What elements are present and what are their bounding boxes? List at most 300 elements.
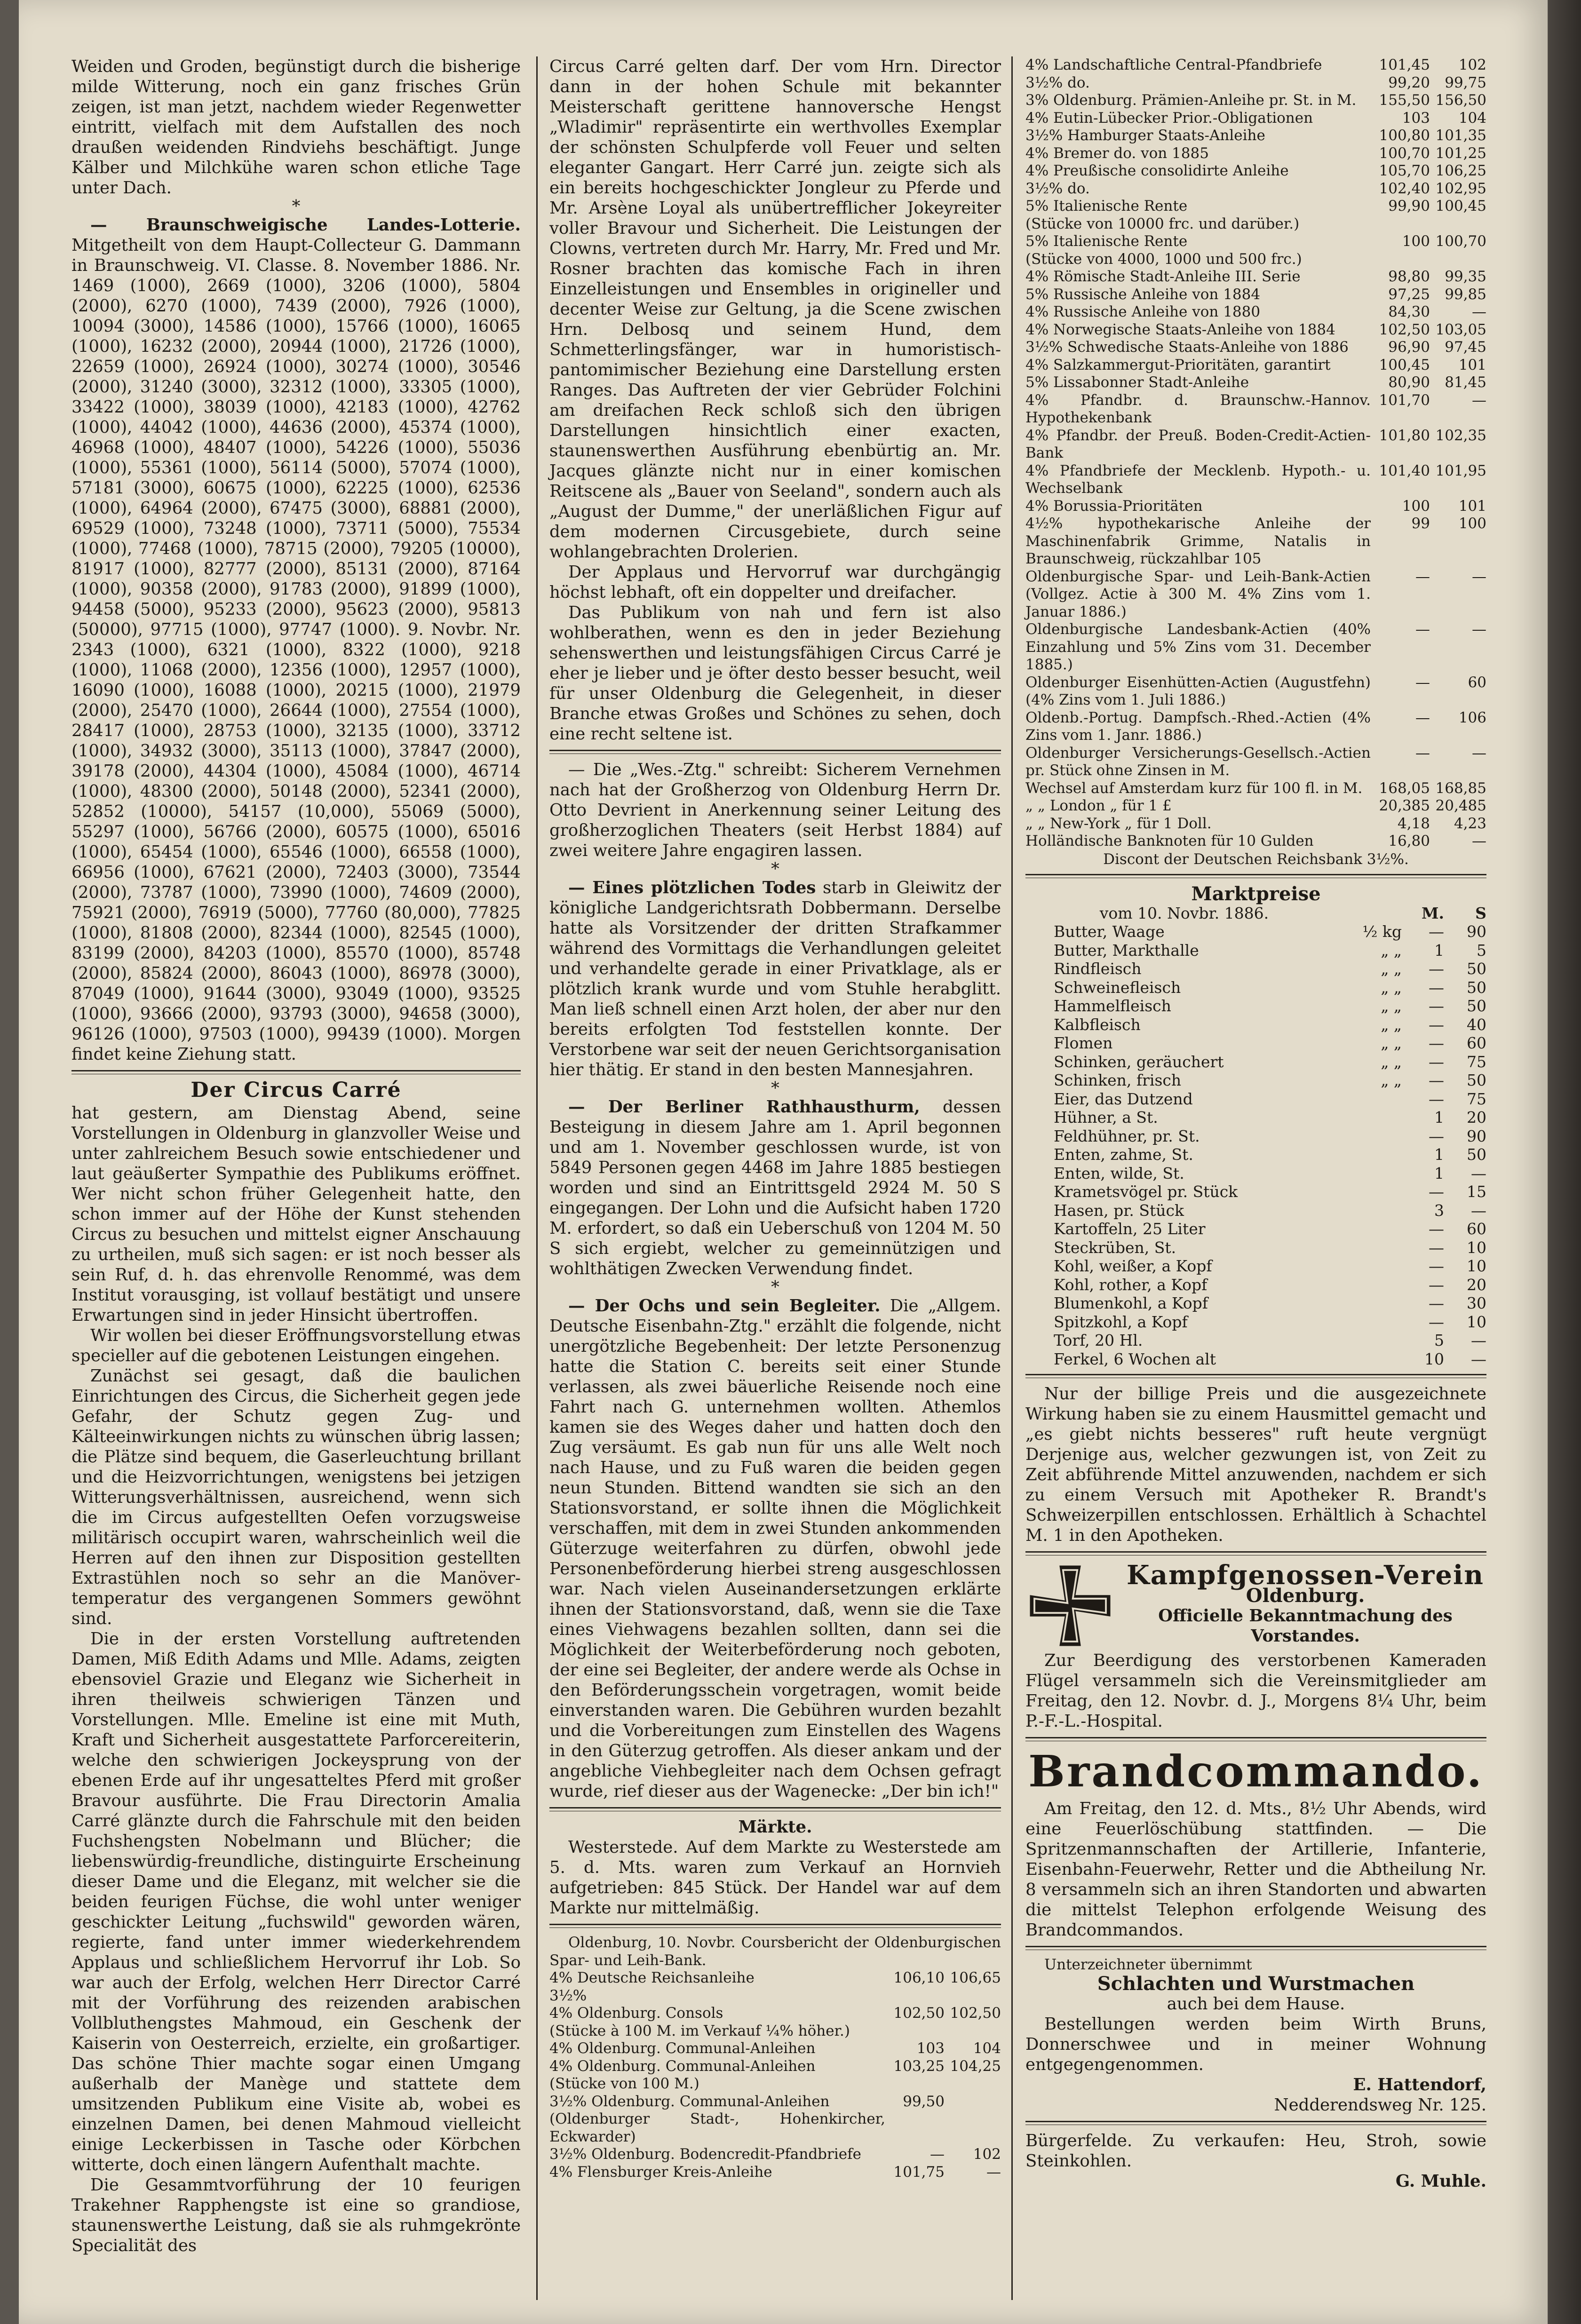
market-unit: ½ kg bbox=[1362, 922, 1402, 941]
market-row bbox=[1025, 1108, 1486, 1127]
divider bbox=[1025, 1737, 1486, 1741]
market-mark: 5 bbox=[1434, 1331, 1444, 1349]
table-cell-label: 5% Lissabonner Stadt-Anleihe bbox=[1025, 374, 1249, 391]
separator-star: * bbox=[771, 1277, 779, 1297]
ochs-text: Die „Allgem. Deutsche Eisenbahn-Ztg." erzählt die folgende, nicht unergötzliche Begebenheit: Der letzte Personenzug hatte die Station C. bereits seit einer Stunde verlassen, als zwei bäuerliche Reisende noch eine Fahrt nach G. unternehmen wollten. Athemlos kamen sie des Weges daher und hatten doch den Zug versäumt. Es gab nun für uns alle Welt noch nach Hause, und zu Fuß waren die beiden gegen neun Stunden. Bittend wandten sie sich an den Stationsvorstand, er sollte ihnen die Möglichkeit verschaffen, mit dem in zwei Stunden ankommenden Güterzuge weiterfahren zu dürfen, obwohl jede Personenbeförderung hierbei streng ausgeschlossen war. Nach vielen Auseinandersetzungen erklärte ihnen der Stationsvorstand, daß, wenn sie die Taxe eines Viehwagens bezahlen sollten, dann sei die Möglichkeit der Weiterbeförderung noch geboten, der eine sei Begleiter, der andere werde als Ochse in den Beförderungsschein vorgetragen, womit beide einverstanden waren. Die Gebühren wurden bezahlt und die Vorbereitungen zum Einstellen des Wagens in den Güterzug getroffen. Als dieser ankam und der angebliche Viehbegleiter nach dem Ochsen gefragt wurde, rief dieser aus der Wagenecke: „Der bin ich!" bbox=[549, 1296, 1001, 1801]
iron-cross-icon bbox=[1025, 1561, 1115, 1650]
table-cell-value: — bbox=[1472, 568, 1486, 585]
table-row bbox=[1025, 321, 1486, 339]
divider bbox=[549, 1807, 1001, 1811]
market-item: Krametsvögel pr. Stück bbox=[1054, 1182, 1238, 1201]
market-mark: 1 bbox=[1434, 1164, 1444, 1182]
market-pfennig: 50 bbox=[1467, 1071, 1486, 1089]
unit-pfennig: S bbox=[1475, 904, 1486, 922]
table-cell-value bbox=[888, 2110, 945, 2146]
table-row bbox=[549, 2164, 1001, 2181]
separator-star: * bbox=[771, 1079, 779, 1098]
table-cell-value bbox=[888, 2023, 945, 2040]
table-row bbox=[1025, 357, 1486, 374]
market-pfennig: 90 bbox=[1467, 922, 1486, 941]
circus-paragraph: Die Gesammtvorführung der 10 feurigen Trakehner Rapphengste ist eine so grandiose, staunenswerthe Leistung, daß sie als ruhmgekrönte Specialität des bbox=[72, 2175, 521, 2255]
table-cell-label: 4% Pfandbr. der Preuß. Boden-Credit-Actien-Bank bbox=[1025, 427, 1371, 461]
table-cell-label: (Stücke von 100 M.) bbox=[549, 2075, 699, 2092]
market-item: Hammelfleisch bbox=[1054, 997, 1171, 1015]
table-cell-label: 3½% Schwedische Staats-Anleihe von 1886 bbox=[1025, 339, 1349, 356]
separator-star: * bbox=[292, 197, 301, 216]
market-unit bbox=[1343, 1145, 1402, 1164]
table-cell-label: (Oldenburger Stadt-, Hohenkircher, Eckwarder) bbox=[549, 2110, 885, 2145]
market-pfennig: 40 bbox=[1467, 1015, 1486, 1034]
market-item: Hasen, pr. Stück bbox=[1054, 1201, 1184, 1220]
table-cell-value: 106,25 bbox=[1435, 162, 1486, 179]
table-cell-value: 103 bbox=[1402, 109, 1430, 127]
market-unit bbox=[1343, 1313, 1402, 1332]
table-cell-label: 3½% Oldenburg. Communal-Anleihen bbox=[549, 2093, 830, 2110]
table-cell-value: 102 bbox=[973, 2146, 1001, 2163]
table-cell-value: 96,90 bbox=[1388, 339, 1430, 356]
market-unit bbox=[1343, 1164, 1402, 1183]
table-row bbox=[1025, 215, 1486, 233]
market-row bbox=[1025, 1350, 1486, 1369]
death-title: — Eines plötzlichen Todes bbox=[568, 878, 816, 897]
table-cell-value: 99,20 bbox=[1388, 74, 1430, 91]
table-row bbox=[1025, 621, 1486, 674]
table-row bbox=[549, 2075, 1001, 2093]
table-cell-value: 155,50 bbox=[1379, 92, 1430, 109]
table-cell-value: 16,80 bbox=[1388, 833, 1430, 849]
market-item: Rindfleisch bbox=[1054, 960, 1142, 978]
market-item: Steckrüben, St. bbox=[1054, 1238, 1176, 1257]
circus-paragraph: Der Applaus und Hervorruf war durchgängig höchst lebhaft, oft ein doppelter und dreifacher. bbox=[549, 563, 1001, 602]
lottery-title: — Braunschweigische Landes-Lotterie. bbox=[90, 215, 521, 235]
table-row bbox=[1025, 427, 1486, 462]
market-item: Butter, Waage bbox=[1054, 922, 1165, 941]
table-cell-value: 103 bbox=[916, 2040, 945, 2057]
market-row bbox=[1025, 1294, 1486, 1313]
market-unit bbox=[1343, 1201, 1402, 1220]
table-cell-value: 99,35 bbox=[1445, 268, 1486, 285]
market-unit: „ „ bbox=[1381, 1015, 1402, 1034]
table-cell-value: 102,50 bbox=[950, 2005, 1001, 2022]
table-row bbox=[1025, 339, 1486, 357]
table-row bbox=[549, 1969, 1001, 1987]
table-cell-value: 4,18 bbox=[1397, 815, 1430, 832]
page-edge bbox=[1548, 0, 1581, 2324]
table-row bbox=[1025, 392, 1486, 427]
divider bbox=[1025, 1946, 1486, 1950]
market-row bbox=[1025, 1053, 1486, 1071]
column-3 bbox=[1025, 56, 1486, 2305]
unit-mark: M. bbox=[1421, 904, 1444, 922]
table-cell-value: 100,70 bbox=[1435, 233, 1486, 250]
table-cell-label: 4% Flensburger Kreis-Anleihe bbox=[549, 2163, 772, 2181]
table-row bbox=[1025, 374, 1486, 392]
table-cell-value: 81,45 bbox=[1445, 374, 1486, 391]
market-row bbox=[1025, 1220, 1486, 1238]
table-cell-value: 98,80 bbox=[1388, 268, 1430, 285]
table-cell-value: 97,45 bbox=[1445, 339, 1486, 356]
table-cell-label: 4% Pfandbriefe der Mecklenb. Hypoth.- u. Wechselbank bbox=[1025, 462, 1371, 497]
table-cell-value: 103,05 bbox=[1435, 321, 1486, 338]
table-cell-value: — bbox=[1415, 621, 1430, 638]
table-cell-label: Oldenb.-Portug. Dampfsch.-Rhed.-Actien (4% Zins vom 1. Janr. 1886.) bbox=[1025, 709, 1371, 744]
market-item: Kalbfleisch bbox=[1054, 1015, 1141, 1034]
table-cell-value: — bbox=[1472, 744, 1486, 761]
kampf-subtitle: Officielle Bekanntmachung des Vorstandes. bbox=[1158, 1606, 1453, 1646]
table-cell-value: 106,10 bbox=[893, 1969, 945, 1986]
table-cell-value: 102,40 bbox=[1379, 180, 1430, 197]
table-cell-value: 80,90 bbox=[1388, 374, 1430, 391]
market-item: Hühner, a St. bbox=[1054, 1108, 1158, 1126]
table-cell-label: 5% Russische Anleihe von 1884 bbox=[1025, 286, 1261, 303]
column-rule bbox=[1011, 56, 1013, 2300]
market-row bbox=[1025, 1090, 1486, 1109]
rathaus-text: dessen Besteigung in diesem Jahre am 1. April begonnen und am 1. November geschlossen wurde, ist von 5849 Personen gegen 4468 im Jahre 1885 bestiegen worden und sind an Eintrittsgeld 2924 M. 50 S eingegangen. Der Lohn und die Aufsicht haben 1720 M. erfordert, so daß ein Ueberschuß von 1204 M. 50 S sich ergiebt, welcher zu gemeinnützigen und wohlthätigen Zwecken Verwendung findet. bbox=[549, 1097, 1001, 1278]
table-cell-value: 102 bbox=[1458, 56, 1486, 73]
slaughter-title: Schlachten und Wurstmachen bbox=[1097, 1973, 1415, 1995]
table-row bbox=[1025, 180, 1486, 198]
market-mark: 10 bbox=[1424, 1349, 1444, 1368]
table-cell-value: 106,65 bbox=[950, 1969, 1001, 1986]
circus-paragraph: hat gestern, am Dienstag Abend, seine Vorstellungen in Oldenburg in glanzvoller Weise und unter zahlreichem Besuch sowie entschiedener und laut geäußerter Sympathie des Publikums eröffnet. Wer nicht schon früher Gelegenheit hatte, den schon immer auf der Höhe der Kunst stehenden Circus zu besuchen und mittelst eigner Anschauung zu urtheilen, muß sich sagen: er ist noch besser als sein Ruf, d. h. das ehrenvolle Renommé, was dem Institut vorausging, ist vollauf bestätigt und unsere Erwartungen sind in jeder Hinsicht übertroffen. bbox=[72, 1103, 521, 1325]
circus-paragraph: Die in der ersten Vorstellung auftretenden Damen, Miß Edith Adams und Mlle. Adams, zeigten ebensoviel Grazie und Eleganz wie Sicherheit in ihren theilweis schwierigen Tänzen und Vorstellungen. Mlle. Emeline ist eine mit Muth, Kraft und Sicherheit ausgestattete Parforcereiterin, welche den schwierigen Jockeysprung von der ebenen Erde auf ihr ungesatteltes Pferd mit großer Bravour ausführte. Die Frau Directorin Amalia Carré glänzte durch die Fahrschule mit den beiden Fuchshengsten Nobelmann und Blücher; die liebenswürdig-freundliche, distinguirte Erscheinung dieser Dame und die Eleganz, mit welcher sie die beiden feurigen Füchse, die wohl unter weniger geschickter Leitung „fuchswild" geworden wären, regierte, fand unter immer wiederkehrendem Applaus und schließlichem Hervorruf ihr Lob. So war auch der Erfolg, welchen Herr Director Carré mit der Vorführung des reizenden arabischen Vollbluthengstes Mahmoud, ein Geschenk der Kaiserin von Oesterreich, erzielte, ein großartiger. Das schöne Thier machte sogar einen Umgang außerhalb der Manège und stattete dem umsitzenden Publikum eine Visite ab, wobei es einzelnen Damen, bei denen Mahmoud vielleicht einige Leckerbissen in Tasche oder Körbchen witterte, doch einen längern Aufenthalt machte. bbox=[72, 1629, 521, 2174]
market-prices-title: Marktpreise bbox=[1191, 882, 1321, 905]
market-mark: — bbox=[1429, 1275, 1444, 1294]
slaughter-name: E. Hattendorf, bbox=[1353, 2075, 1486, 2094]
discount-rate: Discont der Deutschen Reichsbank 3½%. bbox=[1103, 850, 1409, 868]
intro-paragraph: Weiden und Groden, begünstigt durch die bisherige milde Witterung, noch ein ganz frisches Grün zeigen, ist man jetzt, nachdem wieder Regenwetter eintritt, vielfach mit dem Aufstallen des noch draußen weidenden Rindviehs beschäftigt. Junge Kälber und Milchkühe waren schon etliche Tage unter Dach. bbox=[72, 57, 521, 198]
market-mark: 1 bbox=[1434, 1145, 1444, 1164]
market-mark: — bbox=[1429, 1257, 1444, 1275]
rathaus-title: — Der Berliner Rathhausthurm, bbox=[568, 1097, 920, 1117]
table-cell-label: 5% Italienische Rente bbox=[1025, 198, 1188, 214]
market-pfennig: 50 bbox=[1467, 960, 1486, 978]
table-row bbox=[549, 2023, 1001, 2040]
table-cell-value: 100,70 bbox=[1379, 144, 1430, 162]
divider bbox=[1025, 1551, 1486, 1555]
divider bbox=[549, 1924, 1001, 1928]
market-row bbox=[1025, 978, 1486, 997]
table-cell-value: 100 bbox=[1402, 497, 1430, 515]
market-pfennig: 50 bbox=[1467, 997, 1486, 1015]
table-cell-value: 156,50 bbox=[1435, 92, 1486, 109]
table-cell-value bbox=[945, 2093, 1001, 2111]
table-cell-label: 4% Oldenburg. Communal-Anleihen bbox=[549, 2057, 816, 2075]
market-mark: — bbox=[1429, 1071, 1444, 1089]
newspaper-page bbox=[19, 0, 1548, 2324]
table-row bbox=[1025, 833, 1486, 850]
table-row bbox=[1025, 303, 1486, 321]
table-cell-label: 3½% bbox=[549, 1987, 587, 2004]
table-row bbox=[549, 2093, 1001, 2111]
table-cell-value bbox=[945, 2075, 1001, 2093]
market-unit bbox=[1343, 1276, 1402, 1294]
market-mark: — bbox=[1429, 1294, 1444, 1312]
divider bbox=[1025, 874, 1486, 878]
table-cell-label: 5% Italienische Rente bbox=[1025, 233, 1188, 250]
table-cell-value: 102,50 bbox=[893, 2005, 945, 2022]
table-cell-value bbox=[945, 2110, 1001, 2146]
table-cell-value: 105,70 bbox=[1379, 162, 1430, 179]
circus-title: Der Circus Carré bbox=[191, 1078, 402, 1102]
market-unit: „ „ bbox=[1381, 1034, 1402, 1052]
table-cell-label: 4% Preußische consolidirte Anleihe bbox=[1025, 162, 1289, 179]
table-cell-value bbox=[945, 1987, 1001, 2005]
divider bbox=[72, 1070, 521, 1074]
market-item: Kohl, rother, a Kopf bbox=[1054, 1275, 1208, 1294]
market-row bbox=[1025, 960, 1486, 978]
circus-paragraph: Das Publikum von nah und fern ist also wohlberathen, wenn es den in jeder Beziehung sehenswerthen und leistungsfähigen Circus Carré je eher je lieber und je öfter desto besser besucht, weil für unser Oldenburg die Gelegenheit, in dieser Branche etwas Großes und Schönes zu sehen, doch eine recht seltene ist. bbox=[549, 603, 1001, 744]
slaughter-text: auch bei dem Hause. bbox=[1167, 1994, 1345, 2014]
table-row bbox=[549, 2058, 1001, 2076]
market-unit: „ „ bbox=[1381, 997, 1402, 1015]
table-cell-value: 101 bbox=[1458, 497, 1486, 515]
table-cell-label: Oldenburger Eisenhütten-Actien (Augustfehn) (4% Zins vom 1. Juli 1886.) bbox=[1025, 674, 1371, 708]
table-row bbox=[1025, 198, 1486, 215]
market-pfennig: 20 bbox=[1467, 1108, 1486, 1126]
market-row bbox=[1025, 941, 1486, 960]
divider bbox=[549, 750, 1001, 754]
market-pfennig: 15 bbox=[1467, 1182, 1486, 1201]
table-cell-value: 99,75 bbox=[1445, 74, 1486, 91]
table-row bbox=[1025, 745, 1486, 780]
table-cell-value: 168,85 bbox=[1435, 779, 1486, 797]
table-cell-value: 101,35 bbox=[1435, 127, 1486, 144]
market-item: Flomen bbox=[1054, 1034, 1113, 1052]
market-mark: — bbox=[1429, 1182, 1444, 1201]
ochs-article bbox=[549, 1296, 1001, 1801]
brand-text: Am Freitag, den 12. d. Mts., 8½ Uhr Abends, wird eine Feuerlöschübung stattfinden. — Die Spritzenmannschaften der Artillerie, Infanterie, Eisenbahn-Feuerwehr, Retter und die Abtheilung Nr. 8 versammeln sich an ihren Standorten und abwarten die mittelst Telephon erfolgende Weisung des Brandcommandos. bbox=[1025, 1799, 1486, 1940]
market-pfennig: 60 bbox=[1467, 1220, 1486, 1238]
table-row bbox=[549, 2110, 1001, 2146]
table-cell-value: 100,45 bbox=[1435, 198, 1486, 214]
table-row bbox=[1025, 127, 1486, 145]
table-cell-value bbox=[1430, 215, 1486, 233]
table-cell-value: — bbox=[1415, 674, 1430, 691]
table-row bbox=[1025, 268, 1486, 286]
table-cell-label: Oldenburger Versicherungs-Gesellsch.-Actien pr. Stück ohne Zinsen in M. bbox=[1025, 744, 1371, 779]
table-cell-value: 102,50 bbox=[1379, 321, 1430, 338]
exchange-report-head: Oldenburg, 10. Novbr. Coursbericht der Oldenburgischen Spar- und Leih-Bank. bbox=[549, 1934, 1001, 1969]
table-cell-value: 100,80 bbox=[1379, 127, 1430, 144]
market-item: Kohl, weißer, a Kopf bbox=[1054, 1257, 1212, 1275]
buergerfelde-advert: Bürgerfelde. Zu verkaufen: Heu, Stroh, sowie Steinkohlen. bbox=[1025, 2131, 1486, 2171]
table-cell-value: 101,40 bbox=[1379, 462, 1430, 479]
market-row bbox=[1025, 1238, 1486, 1257]
table-cell-label: 3½% Hamburger Staats-Anleihe bbox=[1025, 127, 1265, 144]
market-unit: „ „ bbox=[1381, 1071, 1402, 1089]
brand-title: Brandcommando. bbox=[1028, 1746, 1484, 1797]
table-cell-label: (Stücke von 4000, 1000 und 500 frc.) bbox=[1025, 250, 1302, 268]
table-row bbox=[1025, 56, 1486, 74]
market-pfennig: 50 bbox=[1467, 1145, 1486, 1164]
market-date: vom 10. Novbr. 1886. bbox=[1099, 904, 1269, 922]
table-row bbox=[1025, 462, 1486, 498]
table-row bbox=[1025, 568, 1486, 621]
table-cell-value: 97,25 bbox=[1388, 286, 1430, 303]
table-cell-label: 3% Oldenburg. Prämien-Anleihe pr. St. in M. bbox=[1025, 92, 1357, 109]
table-cell-value: — bbox=[1472, 621, 1486, 638]
table-cell-value: 104 bbox=[1458, 109, 1486, 127]
market-item: Kartoffeln, 25 Liter bbox=[1054, 1220, 1206, 1238]
market-item: Feldhühner, pr. St. bbox=[1054, 1126, 1200, 1145]
table-cell-value: — bbox=[1472, 303, 1486, 320]
table-cell-value: 84,30 bbox=[1388, 303, 1430, 320]
market-item: Schweinefleisch bbox=[1054, 978, 1181, 997]
market-unit: „ „ bbox=[1381, 978, 1402, 997]
market-mark: — bbox=[1429, 1015, 1444, 1034]
lottery-article bbox=[72, 215, 521, 1064]
circus-continuation: Circus Carré gelten darf. Der vom Hrn. Director dann in der hohen Schule mit bekannter Meisterschaft gerittene hannoversche Hengst „Wladimir" repräsentirte ein werthvolles Exemplar der schönsten Schulpferde voll Feuer und selten eleganter Gangart. Herr Carré jun. zeigte sich als ein bereits hochgeschickter Jongleur zu Pferde und Mr. Arsène Loyal als unübertrefflicher Jokeyreiter voller Bravour und Sicherheit. Die Leistungen der Clowns, vertreten durch Mr. Harry, Mr. Fred und Mr. Rosner brachten das komische Fach in ihren Einzelleistungen und Ensembles in origineller und decenter Weise zur Geltung, ja die Scene zwischen Hrn. Delbosq und seinem Hund, dem Schmetterlingsfänger, war in humoristisch-pantomimischer Beziehung eine Darstellung ersten Ranges. Das Auftreten der vier Gebrüder Folchini am dreifachen Reck schloß sich den übrigen Darstellungen hinsichtlich einer exacten, staunenswerthen Ausführung ebenbürtig an. Mr. Jacques glänzte nicht nur in einer komischen Reitscene als „Bauer von Seeland", sondern auch als „August der Dumme," der unerläßlichen Figur auf dem modernen Circusgebiete, durch seine wohlangebrachten Drolerien. bbox=[549, 57, 1001, 562]
table-cell-value bbox=[1374, 215, 1430, 233]
market-unit bbox=[1343, 1090, 1402, 1109]
table-cell-value bbox=[1430, 251, 1486, 269]
kampf-city: Oldenburg. bbox=[1246, 1585, 1365, 1607]
table-row bbox=[1025, 286, 1486, 304]
table-cell-label: 4% Pfandbr. d. Braunschw.-Hannov. Hypothekenbank bbox=[1025, 391, 1371, 426]
market-unit bbox=[1343, 1238, 1402, 1257]
market-item: Schinken, geräuchert bbox=[1054, 1052, 1224, 1071]
market-item: Spitzkohl, a Kopf bbox=[1054, 1312, 1188, 1331]
table-cell-value: 101,80 bbox=[1379, 427, 1430, 444]
rathaus-article bbox=[549, 1097, 1001, 1279]
table-row bbox=[1025, 74, 1486, 92]
market-pfennig: 30 bbox=[1467, 1294, 1486, 1312]
table-cell-value: — bbox=[1415, 709, 1430, 726]
table-cell-value: 102,35 bbox=[1435, 427, 1486, 444]
table-cell-label: Oldenburgische Spar- und Leih-Bank-Actien (Vollgez. Actie à 300 M. 4% Zins vom 1. Januar 1886.) bbox=[1025, 568, 1371, 620]
market-row bbox=[1025, 1034, 1486, 1053]
market-unit: „ „ bbox=[1381, 960, 1402, 978]
market-mark: — bbox=[1429, 922, 1444, 941]
table-cell-value bbox=[888, 1987, 945, 2005]
market-mark: — bbox=[1429, 1034, 1444, 1052]
market-mark: 3 bbox=[1434, 1201, 1444, 1220]
table-cell-label: 4% Bremer do. von 1885 bbox=[1025, 144, 1209, 162]
market-unit bbox=[1343, 1220, 1402, 1238]
circus-paragraph: Wir wollen bei dieser Eröffnungsvorstellung etwas specieller auf die gebotenen Leistungen eingehen. bbox=[72, 1326, 521, 1365]
table-cell-label: 4% Oldenburg. Consols bbox=[549, 2005, 723, 2022]
table-row bbox=[549, 2146, 1001, 2164]
markets-title: Märkte. bbox=[738, 1817, 812, 1837]
table-cell-value: 99 bbox=[1411, 515, 1430, 532]
market-unit bbox=[1343, 1350, 1402, 1369]
column-1 bbox=[72, 56, 521, 2305]
market-row bbox=[1025, 1164, 1486, 1183]
bond-table bbox=[1025, 56, 1486, 850]
table-cell-value: 99,50 bbox=[903, 2093, 945, 2110]
market-row bbox=[1025, 1127, 1486, 1146]
table-cell-value: — bbox=[930, 2146, 945, 2163]
market-pfennig: 60 bbox=[1467, 1034, 1486, 1052]
market-pfennig: — bbox=[1471, 1164, 1486, 1182]
market-mark: — bbox=[1429, 1126, 1444, 1145]
market-mark: — bbox=[1429, 1052, 1444, 1071]
table-cell-value: 106 bbox=[1458, 709, 1486, 726]
table-cell-value: — bbox=[1415, 568, 1430, 585]
exchange-table bbox=[549, 1969, 1001, 2181]
table-row bbox=[1025, 780, 1486, 798]
table-cell-label: 4% Römische Stadt-Anleihe III. Serie bbox=[1025, 268, 1301, 285]
market-mark: 1 bbox=[1434, 1108, 1444, 1126]
table-cell-value: — bbox=[986, 2163, 1001, 2181]
table-cell-value: 101,25 bbox=[1435, 144, 1486, 162]
table-row bbox=[1025, 674, 1486, 709]
table-cell-value: 100 bbox=[1402, 233, 1430, 250]
market-mark: — bbox=[1429, 960, 1444, 978]
market-pfennig: — bbox=[1471, 1201, 1486, 1220]
table-row bbox=[549, 1987, 1001, 2005]
table-row bbox=[549, 2040, 1001, 2058]
table-cell-value: 101,45 bbox=[1379, 56, 1430, 73]
market-item: Blumenkohl, a Kopf bbox=[1054, 1294, 1208, 1312]
table-cell-label: 4% Eutin-Lübecker Prior.-Obligationen bbox=[1025, 109, 1313, 127]
market-mark: — bbox=[1429, 1220, 1444, 1238]
table-cell-value: — bbox=[1472, 391, 1486, 409]
market-row bbox=[1025, 1015, 1486, 1034]
market-pfennig: 75 bbox=[1467, 1052, 1486, 1071]
table-cell-label: 4% Norwegische Staats-Anleihe von 1884 bbox=[1025, 321, 1335, 338]
market-mark: — bbox=[1429, 1089, 1444, 1108]
market-unit bbox=[1343, 1294, 1402, 1313]
table-cell-value: 4,23 bbox=[1454, 815, 1486, 832]
divider bbox=[1025, 1374, 1486, 1378]
market-mark: — bbox=[1429, 997, 1444, 1015]
column-rule bbox=[536, 56, 538, 2300]
market-pfennig: 75 bbox=[1467, 1089, 1486, 1108]
table-row bbox=[1025, 162, 1486, 180]
table-cell-value: 168,05 bbox=[1379, 779, 1430, 797]
table-row bbox=[1025, 815, 1486, 833]
market-unit bbox=[1343, 1127, 1402, 1146]
table-cell-label: 4% Landschaftliche Central-Pfandbriefe bbox=[1025, 56, 1322, 73]
divider bbox=[1025, 2121, 1486, 2125]
market-row bbox=[1025, 922, 1486, 941]
table-cell-value: 104 bbox=[973, 2040, 1001, 2057]
table-cell-label: 4% Salzkammergut-Prioritäten, garantirt bbox=[1025, 356, 1331, 373]
slaughter-address: Nedderendsweg Nr. 125. bbox=[1274, 2095, 1486, 2115]
market-pfennig: 5 bbox=[1477, 941, 1486, 960]
table-row bbox=[1025, 515, 1486, 568]
table-cell-label: 3½% Oldenburg. Bodencredit-Pfandbriefe bbox=[549, 2146, 861, 2163]
market-mark: — bbox=[1429, 1312, 1444, 1331]
table-cell-value: 104,25 bbox=[950, 2057, 1001, 2075]
table-cell-value: 101,70 bbox=[1379, 391, 1430, 409]
table-cell-label: Wechsel auf Amsterdam kurz für 100 fl. in M. bbox=[1025, 779, 1363, 797]
table-cell-value: 99,90 bbox=[1388, 198, 1430, 214]
market-pfennig: 10 bbox=[1467, 1238, 1486, 1257]
market-unit bbox=[1343, 1182, 1402, 1201]
kampf-advert bbox=[1025, 1561, 1486, 1650]
markets-text: Westerstede. Auf dem Markte zu Westerstede am 5. d. Mts. waren zum Verkauf an Hornvieh aufgetrieben: 845 Stück. Der Handel war auf dem Markte nur mittelmäßig. bbox=[549, 1838, 1001, 1918]
market-row bbox=[1025, 1201, 1486, 1220]
table-cell-label: „ „ New-York „ für 1 Doll. bbox=[1025, 815, 1212, 832]
market-item: Enten, zahme, St. bbox=[1054, 1145, 1193, 1164]
market-pfennig: 10 bbox=[1467, 1257, 1486, 1275]
market-item: Schinken, frisch bbox=[1054, 1071, 1182, 1089]
pills-advert: Nur der billige Preis und die ausgezeichnete Wirkung haben sie zu einem Hausmittel gemacht und „es giebt nichts besseres" ruft heute vergnügt Derjenige aus, welcher gezwungen ist, von Zeit zu Zeit abführende Mittel anzuwenden, nachdem er sich zu einem Versuch mit Apotheker R. Brandt's Schweizerpillen entschlossen. Erhältlich à Schachtel M. 1 in den Apotheken. bbox=[1025, 1384, 1486, 1545]
table-cell-value: 20,485 bbox=[1435, 797, 1486, 814]
market-item: Butter, Markthalle bbox=[1054, 941, 1199, 960]
table-cell-value: 101,95 bbox=[1435, 462, 1486, 479]
market-row bbox=[1025, 1071, 1486, 1090]
market-pfennig: 90 bbox=[1467, 1126, 1486, 1145]
death-article bbox=[549, 878, 1001, 1080]
market-row bbox=[1025, 1331, 1486, 1350]
market-row bbox=[1025, 1313, 1486, 1332]
table-row bbox=[1025, 709, 1486, 745]
market-item: Eier, das Dutzend bbox=[1054, 1089, 1193, 1108]
